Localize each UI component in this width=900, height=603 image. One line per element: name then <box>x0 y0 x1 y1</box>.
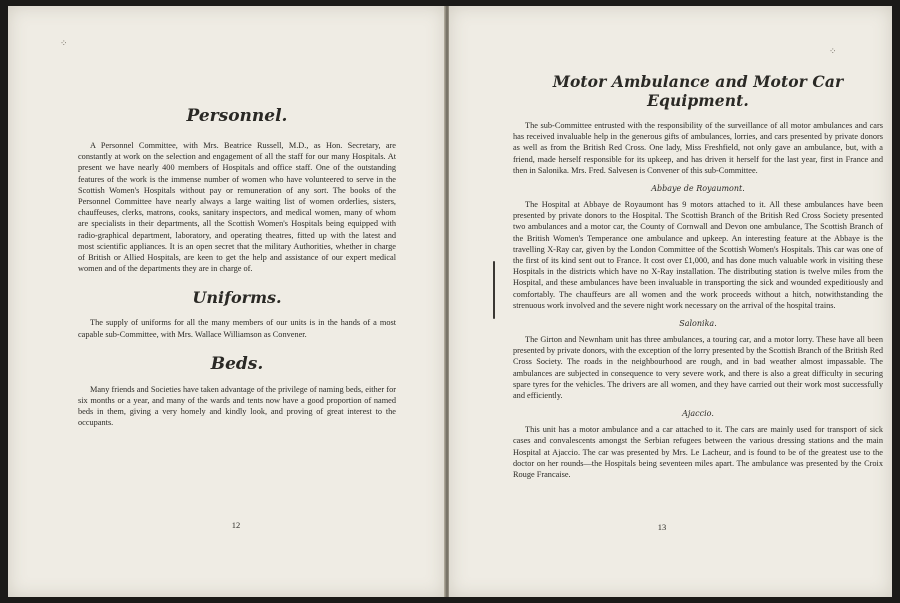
ajaccio-paragraph: This unit has a motor ambulance and a car attached to it. The cars are mainly used for transport of sick cases and convalescents amongst the Serbian refugees between the various dressing stations and the main Hospital at Ajaccio. The car was presented by Mrs. Le Lacheur, and is found to be of the greatest use to the doctor on her rounds—the Hospitals being seventeen miles apart. The ambulance was presented by the Croix Rouge Francaise. <box>513 425 883 480</box>
abbaye-paragraph: The Hospital at Abbaye de Royaumont has 9 motors attached to it. All these ambulances have been presented by private donors to the Hospital. The Scottish Branch of the British Red Cross Society presented two ambulances and a motor car, the County of Cornwall and Devon one ambulance, The Scottish Branch of the British Women's Temperance one ambulance and upkeep. An interesting feature at the Abbaye is the travelling X-Ray car, given by the London Committee of the Scottish Women's Hospitals. This car was one of the first of its kind sent out to France. It cost over £1,000, and has done much valuable work in visiting these Hospitals in the districts which have no X-Ray installation. The distributing station is twelve miles from the Hospital, and these ambulances have been invaluable in transporting the sick and wounded expeditiously and comfortably. The chauffeurs are all women and the work proceeds without a hitch, notwithstanding the strenuous work involved and the severe night work necessary on the arrival of the hospital trains. <box>513 200 883 310</box>
abbaye-subheading: Abbaye de Royaumont. <box>651 184 745 194</box>
page-number-left: 12 <box>231 520 241 530</box>
beds-paragraph: Many friends and Societies have taken advantage of the privilege of naming beds, either for six months or a year, and many of the wards and tents now have a good proportion of named beds in them, giving a very homely and kindly look, and proving of great interest to the occupants. <box>78 384 396 428</box>
ajaccio-subheading: Ajaccio. <box>682 409 714 419</box>
salonika-subheading: Salonika. <box>679 319 717 329</box>
personnel-paragraph: A Personnel Committee, with Mrs. Beatrice Russell, M.D., as Hon. Secretary, are constantly at work on the selection and engagement of all the staff for our many Hospitals. At present we have nearly 400 members of Hospitals and office staff. One of the outstanding features of the work is the immense number of women who have volunteered to serve in the Scottish Women's Hospitals without pay or remuneration of any sort. The books of the Personnel Committee have nearly always a large waiting list of women orderlies, sisters, chauffeuses, clerks, matrons, cooks, sanitary inspectors, and medical women, many of whom are specialists in their departments, all the Scottish Women's Hospitals being equipped with radio-graphical department, laboratory, and operating theatres, fitted up with the latest and most scientific appliances. It is an open secret that the military Authorities, whether in charge of British or Allied Hospitals, are keen to get the help and assistance of our expert medical women and of the departments they are in charge of. <box>78 141 396 274</box>
uniforms-paragraph: The supply of uniforms for all the many members of our units is in the hands of a most capable sub-Committee, with Mrs. Wallace Williamson as Convener. <box>78 318 396 339</box>
salonika-paragraph: The Girton and Newnham unit has three ambulances, a touring car, and a motor lorry. These have all been presented by private donors, with the exception of the lorry presented by the Scottish Branch of the British Red Cross Society. The roads in the neighbourhood are rough, and in bad weather almost impassable. The ambulances are subjected in consequence to very severe work, and there is also a great difficulty in securing spare tyres for the vehicles. The drivers are all women, and they have carried out their work most successfully and efficiently. <box>513 335 883 401</box>
margin-pencil-mark <box>493 261 495 319</box>
left-page-content <box>78 106 396 429</box>
right-page <box>449 6 892 597</box>
left-page <box>8 6 445 597</box>
motor-intro-paragraph: The sub-Committee entrusted with the responsibility of the surveillance of all motor ambulances and cars has received invaluable help in the generous gifts of ambulances, lorries, and cars presented by private donors as well as from the British Red Cross. One lady, Miss Freshfield, not only gave an ambulance, but, with a friend, made herself responsible for its upkeep, and has driven it herself for the last year, first in France and then in Salonika. Mrs. Fred. Salvesen is Convener of this sub-Committee. <box>513 121 883 175</box>
page-number-right: 13 <box>657 522 667 532</box>
paper-speck: ⁘ <box>829 46 837 56</box>
motor-ambulance-heading: Motor Ambulance and Motor Car Equipment. <box>552 72 844 110</box>
beds-heading: Beds. <box>210 353 264 374</box>
uniforms-heading: Uniforms. <box>192 288 282 308</box>
right-page-content <box>513 72 883 480</box>
personnel-heading: Personnel. <box>186 106 288 126</box>
paper-speck: ⁘ <box>60 38 68 48</box>
